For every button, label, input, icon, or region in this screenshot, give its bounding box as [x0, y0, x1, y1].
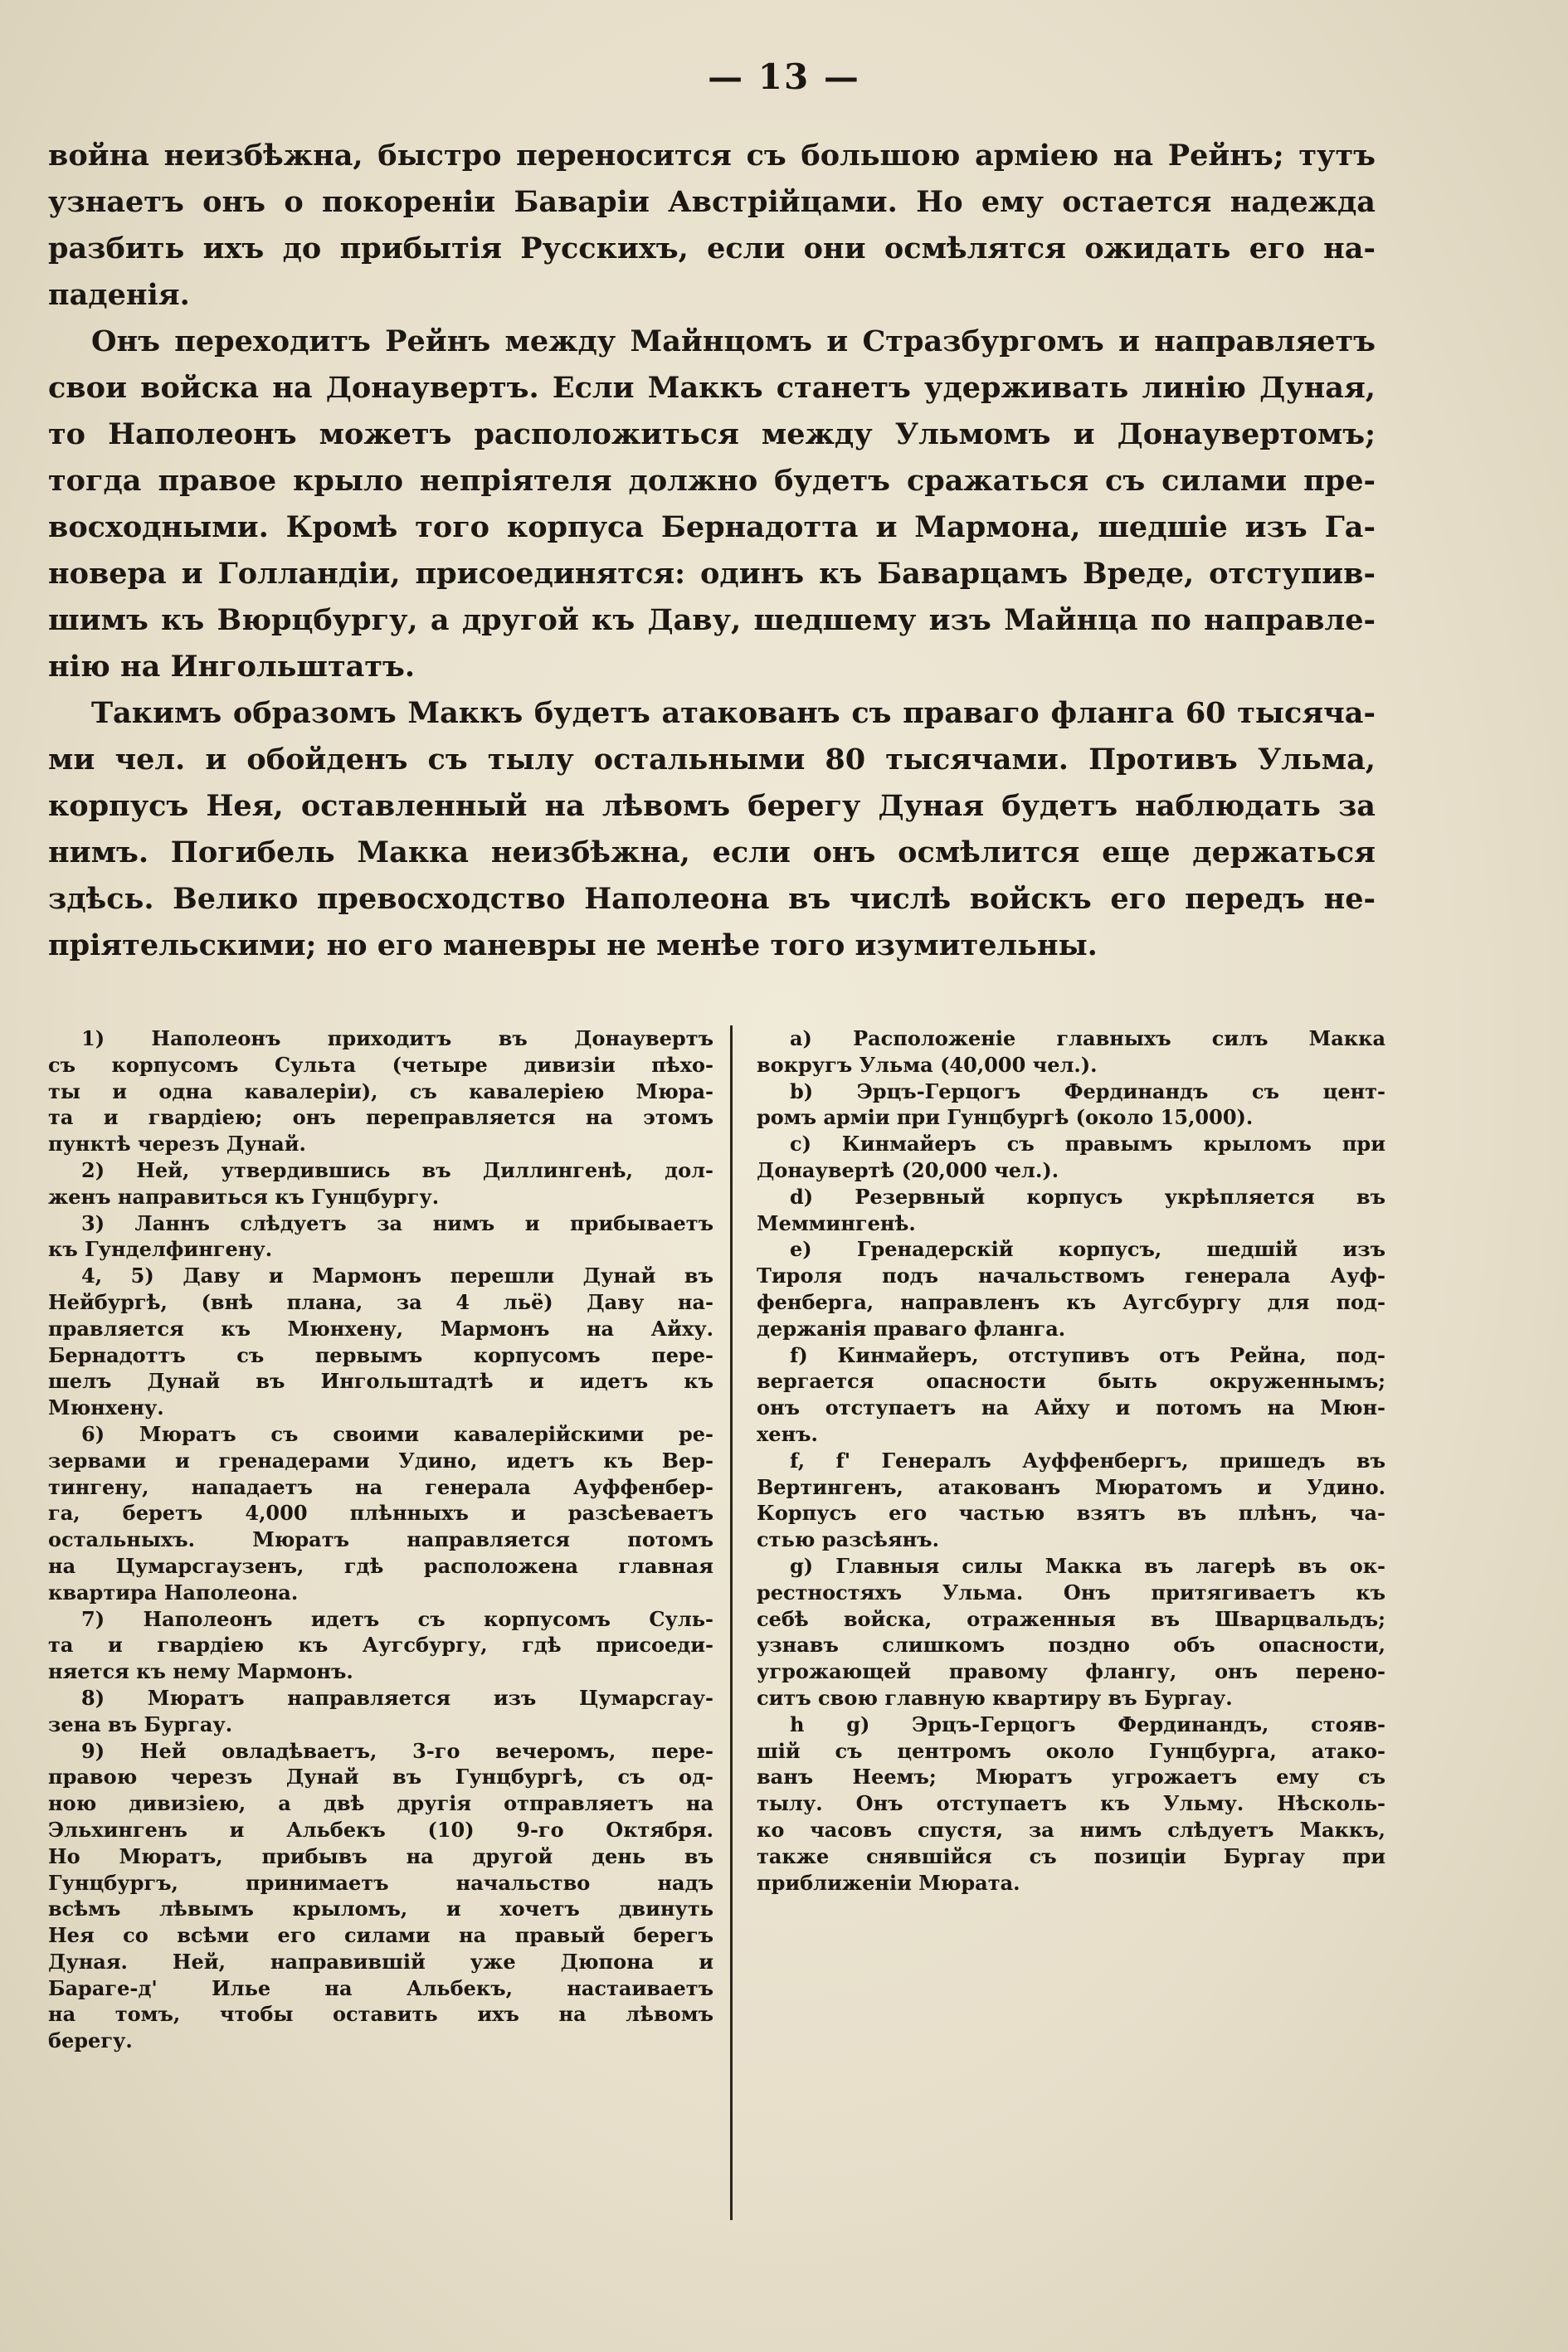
note-line: Дуная. Ней, направившій уже Дюпона и	[48, 1949, 713, 1974]
note-line: ты и одна кавалеріи), съ кавалеріею Мюра-	[48, 1079, 713, 1103]
note-line: всѣмъ лѣвымъ крыломъ, и хочетъ двинуть	[48, 1897, 713, 1921]
note-line: тылу. Онъ отступаетъ къ Ульму. Нѣсколь-	[757, 1791, 1385, 1816]
note-line: остальныхъ. Мюратъ направляется потомъ	[48, 1527, 713, 1552]
text-line: шимъ къ Вюрцбургу, а другой къ Даву, шедшему изъ Майнца по направле-	[48, 603, 1376, 637]
note-line: 4, 5) Даву и Мармонъ перешли Дунай въ	[81, 1264, 713, 1288]
main-text	[48, 133, 1376, 969]
note-h	[757, 1712, 1385, 1897]
note-line: та и гвардіею къ Аугсбургу, гдѣ присоеди-	[48, 1633, 713, 1658]
note-line: онъ отступаетъ на Айху и потомъ на Мюн-	[757, 1395, 1385, 1420]
note-line: зервами и гренадерами Удино, идетъ къ Вер-	[48, 1448, 713, 1473]
text-line: нію на Ингольштатъ.	[48, 650, 416, 684]
note-line: Тироля подъ начальствомъ генерала Ауф-	[757, 1264, 1385, 1288]
note-9	[48, 1738, 713, 2055]
text-line: восходными. Кромѣ того корпуса Бернадотта и Мармона, шедшіе изъ Га-	[48, 510, 1376, 544]
note-g	[757, 1553, 1385, 1712]
note-line: b) Эрцъ-Герцогъ Фердинандъ съ цент-	[790, 1079, 1385, 1103]
note-line: квартира Наполеона.	[48, 1580, 299, 1605]
note-1	[48, 1025, 713, 1157]
note-line: ромъ арміи при Гунцбургѣ (около 15,000).	[757, 1105, 1254, 1130]
note-b	[757, 1079, 1385, 1132]
note-line: f) Кинмайеръ, отступивъ отъ Рейна, под-	[790, 1342, 1385, 1367]
note-line: къ Гунделфингену.	[48, 1237, 273, 1262]
main-paragraph-1	[48, 133, 1376, 319]
note-line: угрожающей правому флангу, онъ перено-	[757, 1659, 1385, 1684]
note-line: правляется къ Мюнхену, Мармонъ на Айху.	[48, 1316, 713, 1341]
text-line: пріятельскими; но его маневры не менѣе того изумительны.	[48, 928, 1098, 962]
note-line: Гунцбургъ, принимаетъ начальство надъ	[48, 1870, 713, 1895]
notes-left-column	[48, 1025, 713, 2054]
note-line: 9) Ней овладѣваетъ, 3-го вечеромъ, пере-	[81, 1738, 713, 1763]
note-a	[757, 1025, 1385, 1079]
note-line: Корпусъ его частью взятъ въ плѣнъ, ча-	[757, 1501, 1385, 1526]
note-line: Донаувертѣ (20,000 чел.).	[757, 1157, 1059, 1182]
notes-right-column	[757, 1025, 1385, 1896]
note-line: Мюнхену.	[48, 1395, 164, 1420]
note-8	[48, 1685, 713, 1738]
text-line: разбить ихъ до прибытія Русскихъ, если они осмѣлятся ожидать его на-	[48, 231, 1376, 265]
note-line: няется къ нему Мармонъ.	[48, 1659, 353, 1684]
text-line: ми чел. и обойденъ съ тылу остальными 80 тысячами. Противъ Ульма,	[48, 743, 1376, 777]
note-line: хенъ.	[757, 1421, 818, 1446]
note-line: Бараге-д' Илье на Альбекъ, настаиваетъ	[48, 1975, 713, 2000]
note-line: Вертингенъ, атакованъ Мюратомъ и Удино.	[757, 1474, 1385, 1499]
note-line: h g) Эрцъ-Герцогъ Фердинандъ, стояв-	[790, 1712, 1385, 1736]
note-line: Нейбургѣ, (внѣ плана, за 4 льё) Даву на-	[48, 1289, 713, 1314]
text-line: здѣсь. Велико превосходство Наполеона въ числѣ войскъ его передъ не-	[48, 882, 1376, 916]
note-4-5	[48, 1263, 713, 1421]
note-line: Меммингенѣ.	[757, 1210, 916, 1235]
note-line: приближеніи Мюрата.	[757, 1870, 1020, 1895]
note-2	[48, 1157, 713, 1210]
note-line: тингену, нападаетъ на генерала Ауффенбер-	[48, 1474, 713, 1499]
note-line: f, f' Генералъ Ауффенбергъ, пришедъ въ	[790, 1448, 1385, 1473]
note-line: шелъ Дунай въ Ингольштадтѣ и идетъ къ	[48, 1369, 713, 1394]
note-7	[48, 1606, 713, 1685]
note-line: на Цумарсгаузенъ, гдѣ расположена главная	[48, 1553, 713, 1578]
note-f	[757, 1342, 1385, 1448]
note-d	[757, 1184, 1385, 1237]
note-c	[757, 1131, 1385, 1184]
note-line: га, беретъ 4,000 плѣнныхъ и разсѣеваетъ	[48, 1501, 713, 1526]
note-line: держанія праваго фланга.	[757, 1316, 1066, 1341]
note-line: 7) Наполеонъ идетъ съ корпусомъ Суль-	[81, 1606, 713, 1631]
note-line: зена въ Бургау.	[48, 1712, 233, 1736]
note-line: Нея со всѣми его силами на правый берегъ	[48, 1923, 713, 1948]
note-line: та и гвардіею; онъ переправляется на этомъ	[48, 1105, 713, 1130]
text-line: узнаетъ онъ о покореніи Баваріи Австрійцами. Но ему остается надежда	[48, 185, 1376, 219]
note-line: 2) Ней, утвердившись въ Диллингенѣ, дол-	[81, 1157, 713, 1182]
note-line: 1) Наполеонъ приходитъ въ Донаувертъ	[81, 1026, 713, 1050]
main-paragraph-2	[48, 319, 1376, 690]
note-e	[757, 1236, 1385, 1342]
note-line: фенберга, направленъ къ Аугсбургу для под-	[757, 1289, 1385, 1314]
note-line: женъ направиться къ Гунцбургу.	[48, 1184, 440, 1209]
note-line: съ корпусомъ Сульта (четыре дивизіи пѣхо-	[48, 1052, 713, 1077]
main-paragraph-3	[48, 690, 1376, 969]
note-line: шій съ центромъ около Гунцбурга, атако-	[757, 1738, 1385, 1763]
text-line: свои войска на Донаувертъ. Если Маккъ станетъ удерживать линію Дуная,	[48, 371, 1376, 405]
note-line: 6) Мюратъ съ своими кавалерійскими ре-	[81, 1421, 713, 1446]
note-line: рестностяхъ Ульма. Онъ притягиваетъ къ	[757, 1580, 1385, 1605]
note-line: d) Резервный корпусъ укрѣпляется въ	[790, 1184, 1385, 1209]
note-f-prime	[757, 1448, 1385, 1553]
note-line: вокругъ Ульма (40,000 чел.).	[757, 1052, 1098, 1077]
note-line: пунктѣ черезъ Дунай.	[48, 1132, 306, 1157]
text-line: то Наполеонъ можетъ расположиться между Ульмомъ и Донаувертомъ;	[48, 417, 1376, 451]
note-line: a) Расположеніе главныхъ силъ Макка	[790, 1026, 1385, 1050]
page-number: — 13 —	[708, 56, 860, 97]
note-6	[48, 1421, 713, 1606]
note-line: e) Гренадерскій корпусъ, шедшій изъ	[790, 1237, 1385, 1262]
note-line: узнавъ слишкомъ поздно объ опасности,	[757, 1633, 1385, 1658]
note-line: g) Главныя силы Макка въ лагерѣ въ ок-	[790, 1553, 1385, 1578]
note-line: также снявшійся съ позиціи Бургау при	[757, 1843, 1385, 1868]
note-line: ситъ свою главную квартиру въ Бургау.	[757, 1685, 1233, 1710]
note-line: ко часовъ спустя, за нимъ слѣдуетъ Маккъ,	[757, 1817, 1385, 1842]
note-line: на томъ, чтобы оставить ихъ на лѣвомъ	[48, 2002, 713, 2027]
text-line: корпусъ Нея, оставленный на лѣвомъ берегу Дуная будетъ наблюдать за	[48, 789, 1376, 823]
text-line: нимъ. Погибель Макка неизбѣжна, если онъ осмѣлится еще держаться	[48, 835, 1376, 869]
text-line: Такимъ образомъ Маккъ будетъ атакованъ съ праваго фланга 60 тысяча-	[91, 696, 1376, 730]
note-line: себѣ войска, отраженныя въ Шварцвальдъ;	[757, 1606, 1385, 1631]
note-line: ванъ Неемъ; Мюратъ угрожаетъ ему съ	[757, 1765, 1385, 1790]
note-line: ною дивизіею, а двѣ другія отправляетъ на	[48, 1791, 713, 1816]
text-line: война неизбѣжна, быстро переносится съ большою арміею на Рейнъ; тутъ	[48, 139, 1376, 173]
text-line: Онъ переходитъ Рейнъ между Майнцомъ и Стразбургомъ и направляетъ	[91, 324, 1376, 358]
note-line: стью разсѣянъ.	[757, 1527, 939, 1552]
note-3	[48, 1210, 713, 1264]
note-line: Эльхингенъ и Альбекъ (10) 9-го Октября.	[48, 1817, 713, 1842]
note-line: Но Мюратъ, прибывъ на другой день въ	[48, 1843, 713, 1868]
note-line: c) Кинмайеръ съ правымъ крыломъ при	[790, 1132, 1385, 1157]
note-line: берегу.	[48, 2028, 133, 2053]
note-line: Бернадоттъ съ первымъ корпусомъ пере-	[48, 1342, 713, 1367]
note-line: 3) Ланнъ слѣдуетъ за нимъ и прибываетъ	[81, 1210, 713, 1235]
note-line: правою черезъ Дунай въ Гунцбургѣ, съ од-	[48, 1765, 713, 1790]
text-line: новера и Голландіи, присоединятся: одинъ къ Баварцамъ Вреде, отступив-	[48, 557, 1376, 591]
note-line: вергается опасности быть окруженнымъ;	[757, 1369, 1385, 1394]
column-divider	[730, 1025, 733, 2220]
text-line: тогда правое крыло непріятеля должно будетъ сражаться съ силами пре-	[48, 464, 1376, 498]
note-line: 8) Мюратъ направляется изъ Цумарсгау-	[81, 1685, 713, 1710]
text-line: паденія.	[48, 278, 190, 312]
